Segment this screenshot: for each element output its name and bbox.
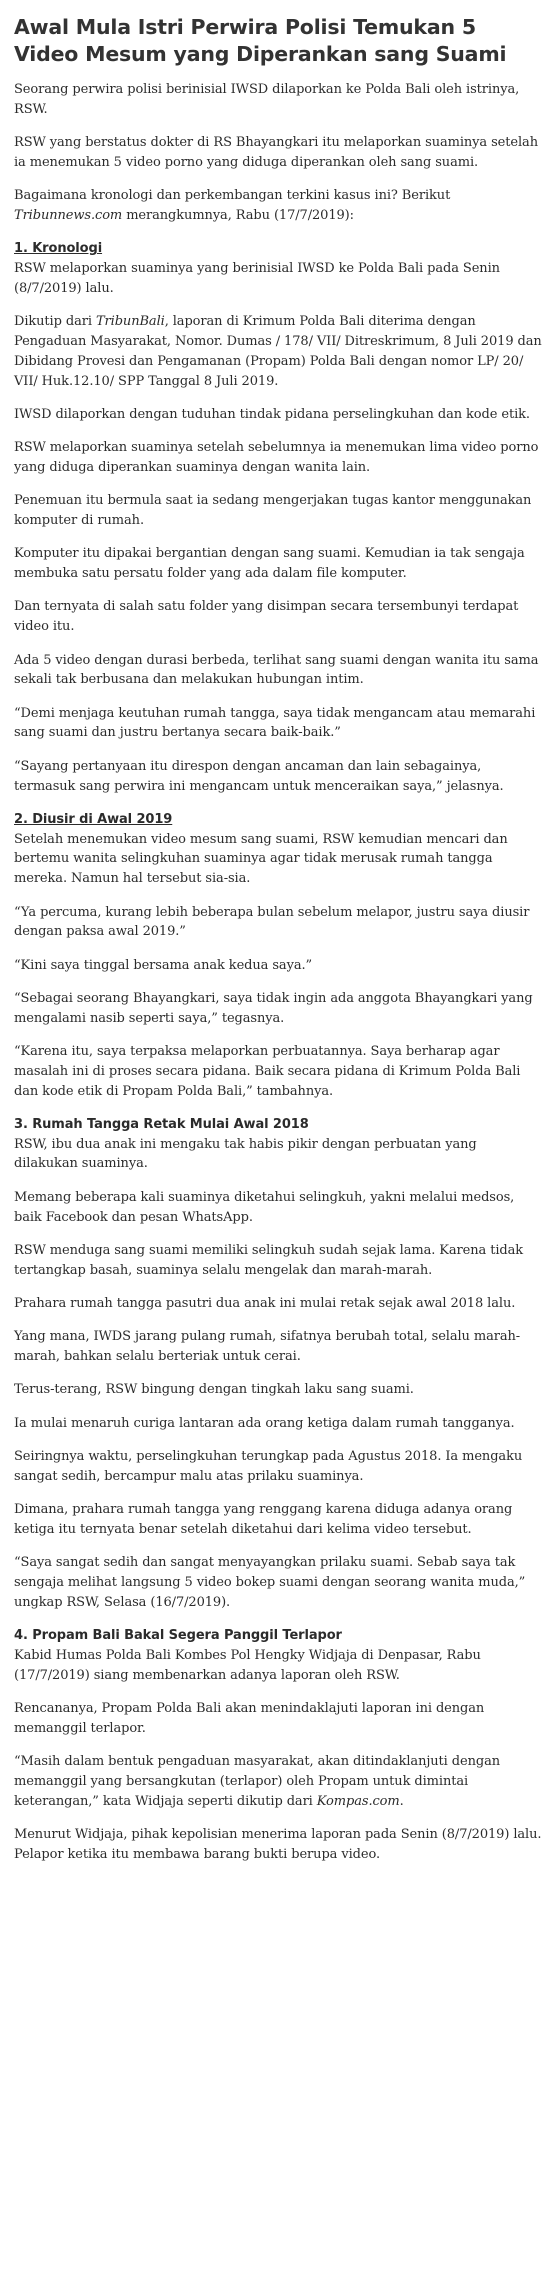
text-run: , laporan di Krimum Polda Bali diterima dengan Pengaduan Masyarakat, Nomor. Dumas / 178/ VII/ Ditreskrimum, 8 Juli 2019 dan Dibidang Provesi dan Pengamanan (Propam) Polda Bali dengan nomor LP/ 20/ VII/ Huk.12.10/ SPP Tanggal 8 Juli 2019.	[14, 314, 542, 389]
section-heading: 1. Kronologi	[14, 241, 103, 257]
paragraph: Prahara rumah tangga pasutri dua anak ini mulai retak sejak awal 2018 lalu.	[14, 1295, 516, 1311]
paragraph-block	[14, 1752, 543, 1811]
paragraph: RSW menduga sang suami memiliki selingkuh sudah sejak lama. Karena tidak tertangkap basah, suaminya selalu mengelak dan marah-marah.	[14, 1242, 524, 1278]
paragraph: Komputer itu dipakai bergantian dengan sang suami. Kemudian ia tak sengaja membuka satu persatu folder yang ada dalam file komputer.	[14, 546, 525, 582]
paragraph-block	[14, 312, 543, 391]
paragraph	[14, 1752, 543, 1811]
paragraph: RSW, ibu dua anak ini mengaku tak habis pikir dengan perbuatan yang dilakukan suaminya.	[14, 1136, 477, 1172]
paragraph-block	[14, 956, 543, 976]
paragraph-block	[14, 1500, 543, 1540]
paragraph: “Sayang pertanyaan itu direspon dengan ancaman dan lain sebagainya, termasuk sang perwira ini mengancam untuk menceraikan saya,” jelasnya.	[14, 758, 504, 794]
paragraph: Memang beberapa kali suaminya diketahui selingkuh, yakni melalui medsos, baik Facebook dan pesan WhatsApp.	[14, 1189, 515, 1225]
paragraph: Menurut Widjaja, pihak kepolisian menerima laporan pada Senin (8/7/2019) lalu. Pelapor ketika itu membawa barang bukti berupa video.	[14, 1826, 542, 1862]
article-body	[14, 80, 543, 1864]
text-run: Dikutip dari	[14, 314, 96, 330]
paragraph: “Kini saya tinggal bersama anak kedua saya.”	[14, 957, 313, 973]
text-run: “Masih dalam bentuk pengaduan masyarakat, akan ditindaklanjuti dengan memanggil yang bersangkutan (terlapor) oleh Propam untuk dimintai keterangan,” kata Widjaja seperti dikutip dari	[14, 1754, 501, 1809]
section	[14, 810, 543, 889]
paragraph-block	[14, 651, 543, 691]
paragraph: Penemuan itu bermula saat ia sedang mengerjakan tugas kantor menggunakan komputer di rumah.	[14, 493, 532, 529]
paragraph-block	[14, 1380, 543, 1400]
paragraph: Dimana, prahara rumah tangga yang renggang karena diduga adanya orang ketiga itu ternyata benar setelah diketahui dari kelima video tersebut.	[14, 1502, 513, 1537]
paragraph-block	[14, 1188, 543, 1228]
paragraph: Ia mulai menaruh curiga lantaran ada orang ketiga dalam rumah tangganya.	[14, 1415, 515, 1431]
section-heading: 4. Propam Bali Bakal Segera Panggil Terlapor	[14, 1628, 342, 1644]
paragraph-block	[14, 989, 543, 1029]
paragraph: Kabid Humas Polda Bali Kombes Pol Hengky Widjaja di Denpasar, Rabu (17/7/2019) siang membenarkan adanya laporan oleh RSW.	[14, 1647, 481, 1683]
paragraph: “Saya sangat sedih dan sangat menyayangkan prilaku suami. Sebab saya tak sengaja melihat langsung 5 video bokep suami dengan seorang wanita muda,” ungkap RSW, Selasa (16/7/2019).	[14, 1555, 526, 1610]
paragraph-block	[14, 405, 543, 425]
section-heading: 2. Diusir di Awal 2019	[14, 811, 173, 827]
paragraph-block	[14, 1825, 543, 1865]
paragraph: “Karena itu, saya terpaksa melaporkan perbuatannya. Saya berharap agar masalah ini di proses secara pidana. Baik secara pidana di Krimum Polda Bali dan kode etik di Propam Polda Bali,” tambahnya.	[14, 1043, 521, 1099]
section	[14, 239, 543, 298]
paragraph-block	[14, 1414, 543, 1434]
paragraph: Yang mana, IWDS jarang pulang rumah, sifatnya berubah total, selalu marah-marah, bahkan selalu berteriak untuk cerai.	[14, 1329, 521, 1365]
paragraph-block	[14, 133, 543, 173]
paragraph-block	[14, 80, 543, 120]
paragraph-block	[14, 1699, 543, 1739]
paragraph	[14, 312, 543, 391]
text-run: .	[399, 1793, 404, 1809]
source-name: Tribunnews.com	[14, 207, 123, 223]
paragraph: Dan ternyata di salah satu folder yang disimpan secara tersembunyi terdapat video itu.	[14, 599, 519, 635]
section	[14, 1626, 543, 1685]
paragraph-block	[14, 757, 543, 797]
paragraph-block	[14, 1327, 543, 1367]
paragraph: Ada 5 video dengan durasi berbeda, terlihat sang suami dengan wanita itu sama sekali tak berbusana dan melakukan hubungan intim.	[14, 652, 539, 688]
paragraph	[14, 186, 543, 226]
paragraph-block	[14, 1294, 543, 1314]
paragraph: IWSD dilaporkan dengan tuduhan tindak pidana perselingkuhan dan kode etik.	[14, 406, 530, 422]
text-run: Bagaimana kronologi dan perkembangan terkini kasus ini? Berikut	[14, 188, 451, 204]
section-heading: 3. Rumah Tangga Retak Mulai Awal 2018	[14, 1116, 309, 1132]
paragraph-block	[14, 438, 543, 478]
paragraph-block	[14, 491, 543, 531]
text-run: merangkumnya, Rabu (17/7/2019):	[122, 207, 354, 223]
paragraph: RSW yang berstatus dokter di RS Bhayangkari itu melaporkan suaminya setelah ia menemukan 5 video porno yang diduga diperankan oleh sang suami.	[14, 135, 538, 170]
paragraph-block	[14, 1553, 543, 1612]
paragraph: Seorang perwira polisi berinisial IWSD dilaporkan ke Polda Bali oleh istrinya, RSW.	[14, 82, 520, 117]
article-title: Awal Mula Istri Perwira Polisi Temukan 5 Video Mesum yang Diperankan sang Suami	[14, 15, 507, 66]
paragraph: “Ya percuma, kurang lebih beberapa bulan sebelum melapor, justru saya diusir dengan paksa awal 2019.”	[14, 904, 530, 940]
section	[14, 1115, 543, 1174]
paragraph-block	[14, 1241, 543, 1281]
paragraph: RSW melaporkan suaminya setelah sebelumnya ia menemukan lima video porno yang diduga diperankan suaminya dengan wanita lain.	[14, 440, 539, 475]
paragraph: “Sebagai seorang Bhayangkari, saya tidak ingin ada anggota Bhayangkari yang mengalami nasib seperti saya,” tegasnya.	[14, 990, 533, 1026]
source-name: TribunBali	[95, 314, 165, 330]
paragraph: Seiringnya waktu, perselingkuhan terungkap pada Agustus 2018. Ia mengaku sangat sedih, bercampur malu atas prilaku suaminya.	[14, 1448, 523, 1484]
paragraph: “Demi menjaga keutuhan rumah tangga, saya tidak mengancam atau memarahi sang suami dan justru bertanya secara baik-baik.”	[14, 705, 536, 741]
paragraph-block	[14, 704, 543, 744]
paragraph-block	[14, 186, 543, 226]
paragraph: Setelah menemukan video mesum sang suami, RSW kemudian mencari dan bertemu wanita selingkuhan suaminya agar tidak merusak rumah tangga mereka. Namun hal tersebut sia-sia.	[14, 831, 508, 887]
paragraph: Rencananya, Propam Polda Bali akan menindaklajuti laporan ini dengan memanggil terlapor.	[14, 1700, 485, 1736]
paragraph: RSW melaporkan suaminya yang berinisial IWSD ke Polda Bali pada Senin (8/7/2019) lalu.	[14, 261, 500, 296]
paragraph-block	[14, 903, 543, 943]
paragraph-block	[14, 597, 543, 637]
source-name: Kompas.com	[316, 1793, 400, 1809]
paragraph-block	[14, 544, 543, 584]
paragraph: Terus-terang, RSW bingung dengan tingkah laku sang suami.	[14, 1382, 414, 1398]
paragraph-block	[14, 1042, 543, 1101]
paragraph-block	[14, 1447, 543, 1487]
